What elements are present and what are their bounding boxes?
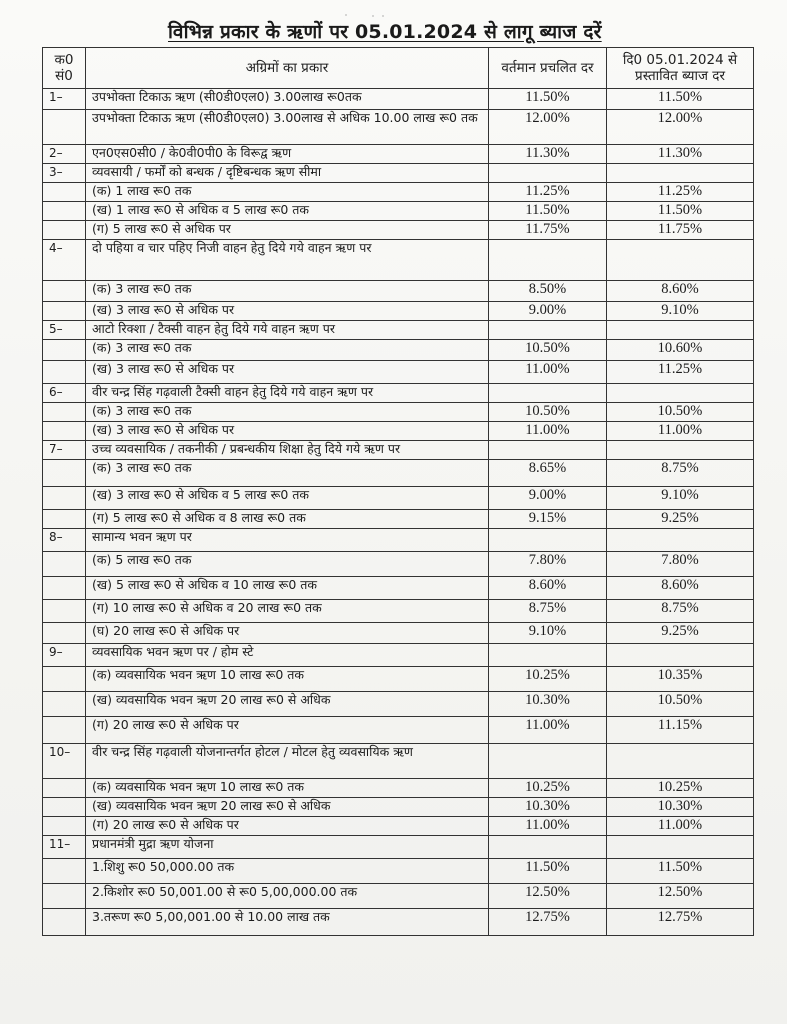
loan-type-cell: (ख) 3 लाख रू0 से अधिक पर xyxy=(86,361,489,384)
proposed-rate-cell: 11.30% xyxy=(607,145,754,164)
proposed-rate-cell: 10.50% xyxy=(607,403,754,422)
serial-number-cell xyxy=(43,909,86,936)
serial-number-cell xyxy=(43,717,86,744)
current-rate-cell xyxy=(489,644,607,667)
current-rate-cell: 9.00% xyxy=(489,302,607,321)
table-row xyxy=(43,859,754,884)
proposed-rate-cell xyxy=(607,384,754,403)
serial-number-cell: 10– xyxy=(43,744,86,779)
current-rate-cell: 11.00% xyxy=(489,817,607,836)
current-rate-cell: 11.30% xyxy=(489,145,607,164)
current-rate-cell: 11.50% xyxy=(489,202,607,221)
serial-number-cell: 1– xyxy=(43,89,86,110)
header-current-rate: वर्तमान प्रचलित दर xyxy=(489,48,607,89)
loan-type-cell: (ख) 3 लाख रू0 से अधिक पर xyxy=(86,302,489,321)
proposed-rate-cell: 11.25% xyxy=(607,183,754,202)
loan-type-cell: (ख) 1 लाख रू0 से अधिक व 5 लाख रू0 तक xyxy=(86,202,489,221)
table-row xyxy=(43,744,754,779)
current-rate-cell: 10.50% xyxy=(489,340,607,361)
table-row xyxy=(43,384,754,403)
serial-number-cell xyxy=(43,552,86,577)
proposed-rate-cell: 9.25% xyxy=(607,510,754,529)
current-rate-cell: 11.00% xyxy=(489,422,607,441)
current-rate-cell: 10.25% xyxy=(489,667,607,692)
serial-number-cell xyxy=(43,422,86,441)
loan-type-cell: (ग) 5 लाख रू0 से अधिक पर xyxy=(86,221,489,240)
loan-type-cell: (ख) 3 लाख रू0 से अधिक पर xyxy=(86,422,489,441)
loan-type-cell: प्रधानमंत्री मुद्रा ऋण योजना xyxy=(86,836,489,859)
loan-type-cell: उपभोक्ता टिकाऊ ऋण (सी0डी0एल0) 3.00लाख से अधिक 10.00 लाख रू0 तक xyxy=(86,110,489,145)
serial-number-cell xyxy=(43,779,86,798)
table-row xyxy=(43,89,754,110)
table-row xyxy=(43,221,754,240)
table-row xyxy=(43,909,754,936)
table-row xyxy=(43,183,754,202)
serial-number-cell xyxy=(43,487,86,510)
proposed-rate-cell: 12.00% xyxy=(607,110,754,145)
serial-number-cell xyxy=(43,577,86,600)
loan-type-cell: (ग) 20 लाख रू0 से अधिक पर xyxy=(86,817,489,836)
table-row xyxy=(43,817,754,836)
proposed-rate-cell: 8.60% xyxy=(607,281,754,302)
table-row xyxy=(43,717,754,744)
current-rate-cell: 10.25% xyxy=(489,779,607,798)
current-rate-cell: 9.15% xyxy=(489,510,607,529)
loan-type-cell: 3.तरूण रू0 5,00,001.00 से 10.00 लाख तक xyxy=(86,909,489,936)
table-row xyxy=(43,403,754,422)
table-row xyxy=(43,577,754,600)
current-rate-cell: 8.75% xyxy=(489,600,607,623)
table-row xyxy=(43,340,754,361)
table-row xyxy=(43,321,754,340)
proposed-rate-cell: 11.50% xyxy=(607,89,754,110)
proposed-rate-cell: 8.75% xyxy=(607,460,754,487)
proposed-rate-cell: 10.30% xyxy=(607,798,754,817)
table-row xyxy=(43,836,754,859)
current-rate-cell: 9.10% xyxy=(489,623,607,644)
loan-type-cell: (क) 1 लाख रू0 तक xyxy=(86,183,489,202)
proposed-rate-cell xyxy=(607,644,754,667)
current-rate-cell: 12.00% xyxy=(489,110,607,145)
loan-type-cell: (क) व्यवसायिक भवन ऋण 10 लाख रू0 तक xyxy=(86,779,489,798)
table-header-row xyxy=(43,48,754,89)
loan-type-cell: (क) 5 लाख रू0 तक xyxy=(86,552,489,577)
loan-type-cell: (ग) 20 लाख रू0 से अधिक पर xyxy=(86,717,489,744)
loan-type-cell: (क) 3 लाख रू0 तक xyxy=(86,340,489,361)
proposed-rate-cell: 10.35% xyxy=(607,667,754,692)
current-rate-cell xyxy=(489,744,607,779)
loan-type-cell: वीर चन्द्र सिंह गढ़वाली टैक्सी वाहन हेतु दिये गये वाहन ऋण पर xyxy=(86,384,489,403)
serial-number-cell xyxy=(43,692,86,717)
table-row xyxy=(43,361,754,384)
proposed-rate-cell: 11.15% xyxy=(607,717,754,744)
loan-type-cell: आटो रिक्शा / टैक्सी वाहन हेतु दिये गये वाहन ऋण पर xyxy=(86,321,489,340)
scan-speck xyxy=(372,15,374,17)
current-rate-cell: 11.50% xyxy=(489,859,607,884)
proposed-rate-cell: 10.60% xyxy=(607,340,754,361)
current-rate-cell: 8.60% xyxy=(489,577,607,600)
header-serial: क0 सं0 xyxy=(43,48,86,89)
current-rate-cell: 11.50% xyxy=(489,89,607,110)
serial-number-cell: 2– xyxy=(43,145,86,164)
serial-number-cell xyxy=(43,221,86,240)
loan-type-cell: (ग) 5 लाख रू0 से अधिक व 8 लाख रू0 तक xyxy=(86,510,489,529)
current-rate-cell xyxy=(489,441,607,460)
current-rate-cell xyxy=(489,240,607,281)
table-row xyxy=(43,884,754,909)
proposed-rate-cell: 8.75% xyxy=(607,600,754,623)
table-row xyxy=(43,667,754,692)
loan-type-cell: व्यवसायिक भवन ऋण पर / होम स्टे xyxy=(86,644,489,667)
proposed-rate-cell xyxy=(607,321,754,340)
current-rate-cell xyxy=(489,384,607,403)
loan-type-cell: (क) 3 लाख रू0 तक xyxy=(86,403,489,422)
loan-type-cell: (ख) 3 लाख रू0 से अधिक व 5 लाख रू0 तक xyxy=(86,487,489,510)
current-rate-cell: 11.00% xyxy=(489,361,607,384)
interest-rates-table xyxy=(42,47,754,936)
proposed-rate-cell: 9.10% xyxy=(607,302,754,321)
table-row xyxy=(43,600,754,623)
table-row xyxy=(43,202,754,221)
scan-speck xyxy=(345,14,347,16)
current-rate-cell: 9.00% xyxy=(489,487,607,510)
table-row xyxy=(43,552,754,577)
header-loan-type: अग्रिमों का प्रकार xyxy=(86,48,489,89)
serial-number-cell xyxy=(43,110,86,145)
current-rate-cell: 11.25% xyxy=(489,183,607,202)
current-rate-cell: 11.00% xyxy=(489,717,607,744)
proposed-rate-cell xyxy=(607,836,754,859)
serial-number-cell xyxy=(43,340,86,361)
loan-type-cell: वीर चन्द्र सिंह गढ़वाली योजनान्तर्गत होटल / मोटल हेतु व्यवसायिक ऋण xyxy=(86,744,489,779)
loan-type-cell: व्यवसायी / फर्मों को बन्धक / दृष्टिबन्धक ऋण सीमा xyxy=(86,164,489,183)
proposed-rate-cell: 8.60% xyxy=(607,577,754,600)
current-rate-cell xyxy=(489,321,607,340)
loan-type-cell: 2.किशोर रू0 50,001.00 से रू0 5,00,000.00 तक xyxy=(86,884,489,909)
serial-number-cell: 8– xyxy=(43,529,86,552)
current-rate-cell: 10.50% xyxy=(489,403,607,422)
table-row xyxy=(43,487,754,510)
current-rate-cell: 10.30% xyxy=(489,692,607,717)
serial-number-cell xyxy=(43,510,86,529)
header-proposed-rate: दि0 05.01.2024 से प्रस्तावित ब्याज दर xyxy=(607,48,754,89)
proposed-rate-cell: 11.75% xyxy=(607,221,754,240)
current-rate-cell xyxy=(489,529,607,552)
loan-type-cell: सामान्य भवन ऋण पर xyxy=(86,529,489,552)
proposed-rate-cell xyxy=(607,240,754,281)
proposed-rate-cell xyxy=(607,529,754,552)
proposed-rate-cell: 11.50% xyxy=(607,859,754,884)
loan-type-cell: (ख) 5 लाख रू0 से अधिक व 10 लाख रू0 तक xyxy=(86,577,489,600)
loan-type-cell: (क) 3 लाख रू0 तक xyxy=(86,281,489,302)
loan-type-cell: एन0एस0सी0 / के0वी0पी0 के विरूद्व ऋण xyxy=(86,145,489,164)
serial-number-cell xyxy=(43,600,86,623)
table-row xyxy=(43,302,754,321)
table-row xyxy=(43,529,754,552)
current-rate-cell: 7.80% xyxy=(489,552,607,577)
table-row xyxy=(43,422,754,441)
serial-number-cell xyxy=(43,361,86,384)
document-title: विभिन्न प्रकार के ऋणों पर 05.01.2024 से लागू ब्याज दरें xyxy=(168,21,602,43)
table-row xyxy=(43,110,754,145)
current-rate-cell xyxy=(489,164,607,183)
serial-number-cell xyxy=(43,202,86,221)
table-row xyxy=(43,460,754,487)
loan-type-cell: (घ) 20 लाख रू0 से अधिक पर xyxy=(86,623,489,644)
current-rate-cell: 10.30% xyxy=(489,798,607,817)
current-rate-cell: 11.75% xyxy=(489,221,607,240)
serial-number-cell: 11– xyxy=(43,836,86,859)
serial-number-cell: 5– xyxy=(43,321,86,340)
loan-type-cell: (ख) व्यवसायिक भवन ऋण 20 लाख रू0 से अधिक xyxy=(86,692,489,717)
serial-number-cell xyxy=(43,884,86,909)
scan-speck xyxy=(382,15,384,17)
table-body xyxy=(43,89,754,936)
table-row xyxy=(43,644,754,667)
table-row xyxy=(43,692,754,717)
table-row xyxy=(43,164,754,183)
proposed-rate-cell xyxy=(607,744,754,779)
loan-type-cell: (क) व्यवसायिक भवन ऋण 10 लाख रू0 तक xyxy=(86,667,489,692)
serial-number-cell: 4– xyxy=(43,240,86,281)
table-row xyxy=(43,510,754,529)
proposed-rate-cell: 11.50% xyxy=(607,202,754,221)
table-row xyxy=(43,281,754,302)
serial-number-cell xyxy=(43,281,86,302)
current-rate-cell: 8.65% xyxy=(489,460,607,487)
proposed-rate-cell xyxy=(607,164,754,183)
loan-type-cell: उपभोक्ता टिकाऊ ऋण (सी0डी0एल0) 3.00लाख रू0तक xyxy=(86,89,489,110)
proposed-rate-cell xyxy=(607,441,754,460)
proposed-rate-cell: 9.25% xyxy=(607,623,754,644)
serial-number-cell xyxy=(43,798,86,817)
loan-type-cell: 1.शिशु रू0 50,000.00 तक xyxy=(86,859,489,884)
proposed-rate-cell: 10.50% xyxy=(607,692,754,717)
proposed-rate-cell: 10.25% xyxy=(607,779,754,798)
proposed-rate-cell: 11.00% xyxy=(607,422,754,441)
serial-number-cell xyxy=(43,667,86,692)
current-rate-cell: 12.75% xyxy=(489,909,607,936)
serial-number-cell xyxy=(43,817,86,836)
loan-type-cell: (क) 3 लाख रू0 तक xyxy=(86,460,489,487)
loan-type-cell: उच्च व्यवसायिक / तकनीकी / प्रबन्धकीय शिक्षा हेतु दिये गये ऋण पर xyxy=(86,441,489,460)
serial-number-cell xyxy=(43,859,86,884)
serial-number-cell xyxy=(43,183,86,202)
table-row xyxy=(43,441,754,460)
table-row xyxy=(43,145,754,164)
serial-number-cell: 6– xyxy=(43,384,86,403)
serial-number-cell xyxy=(43,403,86,422)
serial-number-cell: 9– xyxy=(43,644,86,667)
proposed-rate-cell: 9.10% xyxy=(607,487,754,510)
loan-type-cell: (ग) 10 लाख रू0 से अधिक व 20 लाख रू0 तक xyxy=(86,600,489,623)
table-row xyxy=(43,798,754,817)
table-row xyxy=(43,623,754,644)
serial-number-cell xyxy=(43,460,86,487)
current-rate-cell: 12.50% xyxy=(489,884,607,909)
proposed-rate-cell: 12.75% xyxy=(607,909,754,936)
proposed-rate-cell: 12.50% xyxy=(607,884,754,909)
current-rate-cell xyxy=(489,836,607,859)
proposed-rate-cell: 7.80% xyxy=(607,552,754,577)
table-row xyxy=(43,240,754,281)
table-row xyxy=(43,779,754,798)
serial-number-cell xyxy=(43,623,86,644)
proposed-rate-cell: 11.25% xyxy=(607,361,754,384)
loan-type-cell: दो पहिया व चार पहिए निजी वाहन हेतु दिये गये वाहन ऋण पर xyxy=(86,240,489,281)
proposed-rate-cell: 11.00% xyxy=(607,817,754,836)
serial-number-cell: 3– xyxy=(43,164,86,183)
serial-number-cell xyxy=(43,302,86,321)
current-rate-cell: 8.50% xyxy=(489,281,607,302)
serial-number-cell: 7– xyxy=(43,441,86,460)
loan-type-cell: (ख) व्यवसायिक भवन ऋण 20 लाख रू0 से अधिक xyxy=(86,798,489,817)
